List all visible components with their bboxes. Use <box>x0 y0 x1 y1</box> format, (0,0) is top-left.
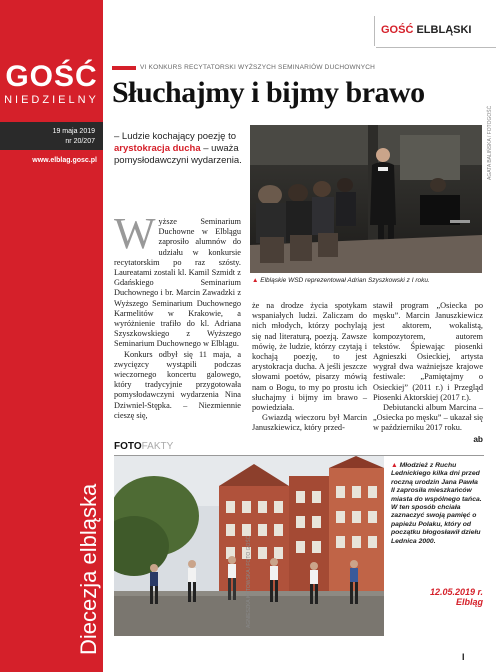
col2-paragraph-2: Gwiazdą wieczoru był Marcin Januszkiewicz, który przed- <box>252 413 367 433</box>
article-kicker: VI KONKURS RECYTATORSKI WYŻSZYCH SEMINARIÓW DUCHOWNYCH <box>140 64 376 71</box>
photo1-credit: AGATA BALIŃSKA / FOTOGOŚĆ <box>487 105 493 180</box>
fotofakty-caption: Młodzież z Ruchu Lednickiego kilka dni przed roczną urodzin Jana Pawła II zaprosiła mieszkańców miasta do wspólnego tańca. W ten sposób chciała zaznaczyć swoją pamięć o papieżu Polaku, który od początku błogosławił dziełu Lednica 2000. <box>391 462 482 545</box>
issue-number: nr 20/207 <box>65 138 95 145</box>
caption-triangle-icon-2: ▲ <box>391 462 398 469</box>
fotofakty-label-1: FOTO <box>114 441 142 452</box>
lead-text-end: – uważa pomysłodawczyni wydarzenia. <box>114 143 242 166</box>
edition-brand: GOŚĆ <box>381 24 414 36</box>
fotofakty-date: 12.05.2019 r. <box>429 587 483 597</box>
author-signature <box>373 434 483 445</box>
page-number: I <box>462 652 465 662</box>
lead-text-start: – Ludzie kochający poezję to <box>114 131 236 142</box>
photo1-caption: Elbląskie WSD reprezentował Adrian Szyszkowski z I roku. <box>260 277 430 284</box>
edition-divider <box>374 16 375 46</box>
caption-triangle-icon: ▲ <box>252 277 259 284</box>
diocese-vertical-title: Diecezja elbląska <box>76 483 101 655</box>
photo1-caption-row <box>252 277 430 284</box>
article-column-3 <box>373 301 483 445</box>
fotofakty-label-2: FAKTY <box>141 441 174 452</box>
lead-bold: arystokracja ducha <box>114 143 201 154</box>
brand-subtitle: NIEDZIELNY <box>4 94 99 106</box>
masthead-logo <box>0 62 103 106</box>
article-lead <box>114 131 244 167</box>
edition-underline <box>376 47 496 48</box>
edition-region: ELBLĄSKI <box>416 24 472 36</box>
col2-paragraph-1: że na drodze życia spotykam wspaniałych ludzi. Zaliczam do nich młodych, którzy pochylają się nad literaturą, poezją. Zawsze mówię, że ludzie, którzy czytają i kochają poezję, to jest arystokracja ducha. A jeśli jeszcze słowami poetów, pisarzy mówią nam o Bogu, to my po prostu ich słuchajmy i bijmy im brawo – powiedziała. <box>252 301 367 413</box>
col3-paragraph-2: Debiutancki album Marcina – „Osiecka po męsku” – ukazał się w październiku 2017 roku. <box>373 403 483 433</box>
photo-recitation <box>250 125 482 273</box>
brand-title: GOŚĆ <box>5 60 98 93</box>
issue-date: 19 maja 2019 <box>52 128 95 135</box>
fotofakty-date-place <box>405 587 483 607</box>
fotofakty-header <box>114 441 173 452</box>
issue-info <box>0 122 103 150</box>
author-initials: ab <box>473 433 483 444</box>
fotofakty-place: Elbląg <box>455 597 483 607</box>
col3-paragraph-1: stawił program „Osiecka po męsku”. Marcin Januszkiewicz jest aktorem, wokalistą, kompozytorem, autorem tekstów. Śpiewając piosenki Agnieszki Osieckiej, artysta wygrał dwa ważniejsze krajowe festiwale: „Pamiętajmy o Osieckiej” (2011 r.) i Przegląd Piosenki Aktorskiej (2017 r.). <box>373 301 483 402</box>
edition-label <box>381 24 471 36</box>
article-column-2 <box>252 301 367 434</box>
col1-paragraph-2: Konkurs odbył się 11 maja, a zwycięzcy wystąpili podczas wieczornego koncertu galowego, który tradycyjnie przygotowała pomysłodawczyni wydarzenia Nina Dziwniel-Stępka. – Niezmiennie cieszę się, <box>114 349 241 420</box>
col1-paragraph-1: yższe Seminarium Duchowne w Elblągu zaprosiło alumnów do udziału w konkursie recytatorskim po raz szósty. Laureatami zostali kl. Kamil Szmidt z Gdańskiego Seminarium Duchownego i br. Marcin Zawadzki z Wyższego Seminarium Duchownego Karmelitów w Krakowie, a wyróżnienie trafiło do kl. Adriana Szyszkowskiego z Wyższego Seminarium Duchownego w Elblągu. <box>114 217 241 349</box>
article-column-1 <box>114 209 241 421</box>
website-link[interactable]: www.elblag.gosc.pl <box>32 157 97 164</box>
article-headline: Słuchajmy i bijmy brawo <box>112 76 425 109</box>
fotofakty-caption-block <box>391 462 483 546</box>
dropcap: W <box>114 209 156 258</box>
red-sidebar <box>0 0 103 672</box>
kicker-bar <box>112 66 136 70</box>
photo2-credit: AGNIESZKA KOTOWSKA / FOTO GOŚĆ <box>246 535 252 628</box>
